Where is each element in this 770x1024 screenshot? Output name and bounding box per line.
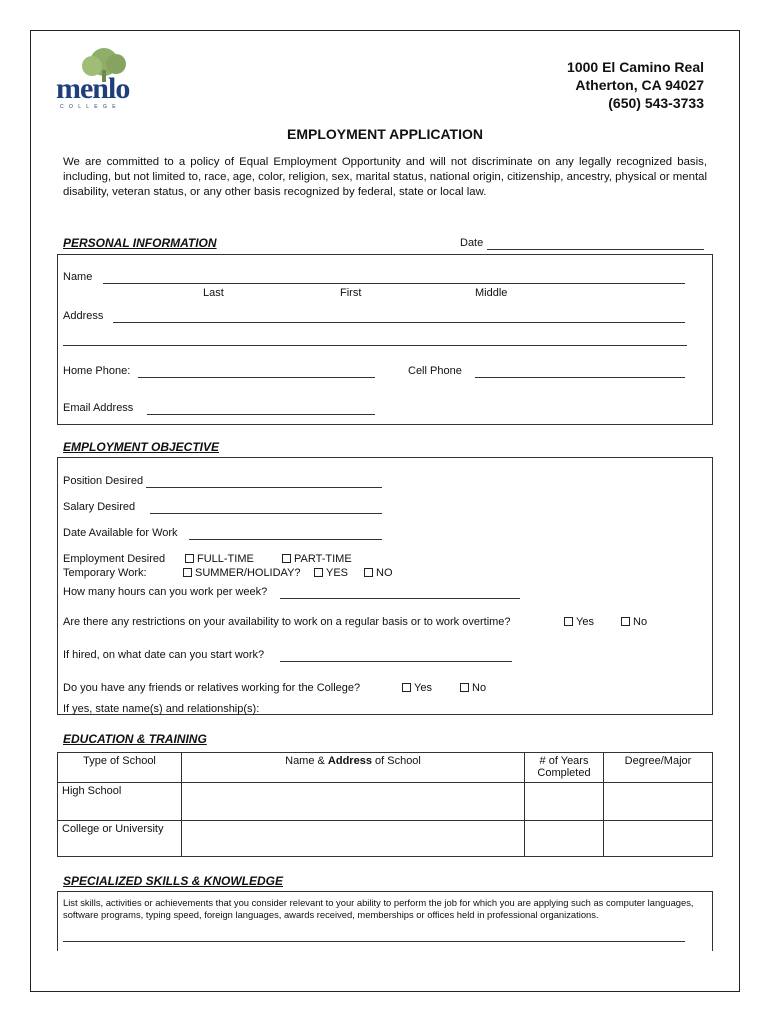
friends-yes-label: Yes	[414, 682, 432, 694]
middle-name-caption: Middle	[475, 287, 508, 299]
date-label: Date	[460, 237, 484, 249]
restrictions-yes-label: Yes	[576, 616, 594, 628]
relationship-label: If yes, state name(s) and relationship(s):	[63, 703, 260, 715]
relationship-field[interactable]	[272, 714, 688, 715]
restrictions-yes-checkbox[interactable]	[564, 617, 573, 626]
temp-yes-option[interactable]	[314, 567, 348, 579]
temp-no-checkbox[interactable]	[364, 568, 373, 577]
temp-no-label: NO	[376, 567, 393, 579]
college-address	[567, 58, 704, 112]
part-time-checkbox[interactable]	[282, 554, 291, 563]
school-name-header	[182, 753, 525, 783]
skills-heading: SPECIALIZED SKILLS & KNOWLEDGE	[63, 874, 284, 888]
salary-desired-label: Salary Desired	[63, 501, 136, 513]
college-years-cell[interactable]	[525, 821, 604, 857]
summer-holiday-checkbox[interactable]	[183, 568, 192, 577]
restrictions-label: Are there any restrictions on your availability to work on a regular basis or to work overtime?	[63, 616, 511, 628]
skills-instructions: List skills, activities or achievements that you consider relevant to your ability to perform the job for which you are applying such as computer languages, software programs, typing speed, foreign languages, awards received, memberships or offices held in professional organizations.	[63, 897, 694, 920]
education-heading: EDUCATION & TRAINING	[63, 732, 207, 746]
address-field-1[interactable]	[113, 322, 685, 323]
restrictions-no-option[interactable]	[621, 616, 647, 628]
restrictions-no-label: No	[633, 616, 648, 628]
college-logo	[52, 44, 152, 110]
eeo-policy: We are committed to a policy of Equal Employment Opportunity and will not discriminate on any legally recognized basis, including, but not limited to, race, age, color, religion, sex, marital status, national origin, citizenship, ancestry, physical or mental disability, veteran status, or any other basis recognized by federal, state or local law.	[63, 156, 707, 198]
last-name-caption: Last	[203, 287, 224, 299]
restrictions-yes-option[interactable]	[564, 616, 594, 628]
personal-info-box	[57, 254, 713, 425]
first-name-caption: First	[340, 287, 362, 299]
address-field-2[interactable]	[63, 345, 687, 346]
type-of-school-header: Type of School	[58, 753, 182, 783]
friends-relatives-label: Do you have any friends or relatives working for the College?	[63, 682, 361, 694]
education-table	[57, 752, 713, 857]
position-desired-field[interactable]	[146, 487, 382, 488]
education-header-row	[58, 753, 713, 783]
friends-no-checkbox[interactable]	[460, 683, 469, 692]
employment-objective-heading: EMPLOYMENT OBJECTIVE	[63, 440, 220, 454]
hours-per-week-field[interactable]	[280, 598, 520, 599]
logo-subtext: C O L L E G E	[60, 104, 118, 110]
hours-per-week-label: How many hours can you work per week?	[63, 586, 268, 598]
temp-yes-checkbox[interactable]	[314, 568, 323, 577]
high-school-years-cell[interactable]	[525, 783, 604, 821]
home-phone-field[interactable]	[138, 377, 375, 378]
temp-no-option[interactable]	[364, 567, 393, 579]
part-time-option[interactable]	[282, 553, 352, 565]
full-time-option[interactable]	[185, 553, 254, 565]
college-degree-cell[interactable]	[604, 821, 713, 857]
email-label: Email Address	[63, 402, 134, 414]
temp-yes-label: YES	[326, 567, 349, 579]
school-name-header-post: of School	[371, 755, 421, 767]
personal-info-heading: PERSONAL INFORMATION	[63, 236, 217, 250]
home-phone-label: Home Phone:	[63, 365, 131, 377]
name-field[interactable]	[103, 283, 685, 284]
high-school-label: High School	[58, 783, 182, 821]
employment-desired-label: Employment Desired	[63, 553, 166, 565]
friends-no-label: No	[472, 682, 487, 694]
salary-desired-field[interactable]	[150, 513, 382, 514]
start-date-label: If hired, on what date can you start work?	[63, 649, 265, 661]
table-row	[58, 783, 713, 821]
phone-number: (650) 543-3733	[608, 95, 704, 111]
college-label: College or University	[58, 821, 182, 857]
summer-holiday-option[interactable]	[183, 567, 301, 579]
years-completed-header: # of Years Completed	[525, 753, 604, 783]
cell-phone-label: Cell Phone	[408, 365, 462, 377]
start-date-field[interactable]	[280, 661, 512, 662]
date-available-field[interactable]	[189, 539, 382, 540]
high-school-degree-cell[interactable]	[604, 783, 713, 821]
position-desired-label: Position Desired	[63, 475, 144, 487]
address-line-2: Atherton, CA 94027	[575, 77, 704, 93]
full-time-label: FULL-TIME	[197, 553, 254, 565]
high-school-name-cell[interactable]	[182, 783, 525, 821]
friends-yes-option[interactable]	[402, 682, 432, 694]
full-time-checkbox[interactable]	[185, 554, 194, 563]
name-label: Name	[63, 271, 93, 283]
school-name-header-pre: Name &	[285, 755, 328, 767]
college-name-cell[interactable]	[182, 821, 525, 857]
address-label: Address	[63, 310, 104, 322]
page-title: EMPLOYMENT APPLICATION	[287, 126, 483, 142]
skills-field[interactable]	[63, 941, 685, 942]
summer-holiday-label: SUMMER/HOLIDAY?	[195, 567, 301, 579]
part-time-label: PART-TIME	[294, 553, 352, 565]
address-line-1: 1000 El Camino Real	[567, 59, 704, 75]
friends-yes-checkbox[interactable]	[402, 683, 411, 692]
date-field[interactable]	[487, 249, 704, 250]
date-available-label: Date Available for Work	[63, 527, 178, 539]
restrictions-no-checkbox[interactable]	[621, 617, 630, 626]
email-field[interactable]	[147, 414, 375, 415]
temporary-work-label: Temporary Work:	[63, 567, 147, 579]
friends-no-option[interactable]	[460, 682, 486, 694]
school-name-header-bold: Address	[327, 755, 372, 767]
cell-phone-field[interactable]	[475, 377, 685, 378]
logo-text: menlo	[56, 72, 130, 105]
table-row	[58, 821, 713, 857]
degree-major-header: Degree/Major	[604, 753, 713, 783]
